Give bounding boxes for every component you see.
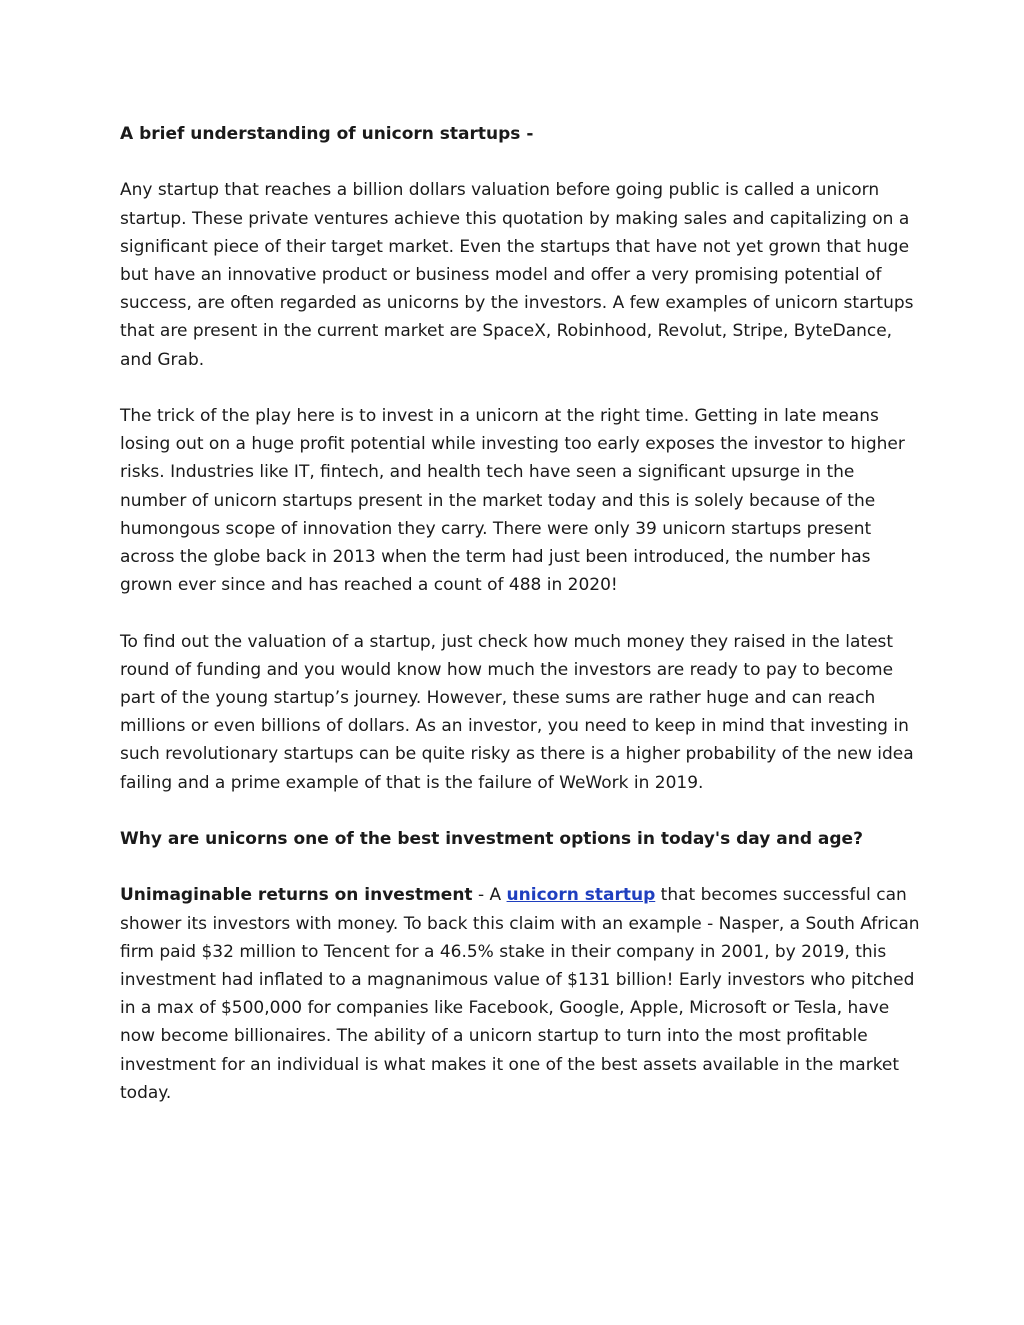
- section-heading-unicorn-startups: A brief understanding of unicorn startups -: [120, 124, 534, 144]
- section-heading-why-unicorns: Why are unicorns one of the best investment options in today's day and age?: [120, 829, 863, 850]
- paragraph-returns: [120, 881, 920, 1107]
- unicorn-startup-link[interactable]: unicorn startup: [506, 885, 656, 906]
- returns-lead-separator: - A: [472, 885, 507, 906]
- document-page: [120, 120, 920, 1107]
- paragraph-gap: [120, 853, 920, 881]
- paragraph-gap: [120, 797, 920, 825]
- paragraph-gap: [120, 374, 920, 402]
- paragraph-valuation: To find out the valuation of a startup, just check how much money they raised in the latest round of funding and you would know how much the investors are ready to pay to become part of the young startup’s journey. However, these sums are rather huge and can reach millions or even billions of dollars. As an investor, you need to keep in mind that investing in such revolutionary startups can be quite risky as there is a higher probability of the new idea failing and a prime example of that is the failure of WeWork in 2019.: [120, 631, 914, 793]
- paragraph-definition: Any startup that reaches a billion dollars valuation before going public is called a unicorn startup. These private ventures achieve this quotation by making sales and capitalizing on a significant piece of their target market. Even the startups that have not yet grown that huge but have an innovative product or business model and offer a very promising potential of success, are often regarded as unicorns by the investors. A few examples of unicorn startups that are present in the current market are SpaceX, Robinhood, Revolut, Stripe, ByteDance, and Grab.: [120, 180, 914, 370]
- paragraph-timing: The trick of the play here is to invest in a unicorn at the right time. Getting in late means losing out on a huge profit potential while investing too early exposes the investor to higher risks. Industries like IT, fintech, and health tech have seen a significant upsurge in the number of unicorn startups present in the market today and this is solely because of the humongous scope of innovation they carry. There were only 39 unicorn startups present across the globe back in 2013 when the term had just been introduced, the number has grown ever since and has reached a count of 488 in 2020!: [120, 406, 905, 596]
- paragraph-gap: [120, 599, 920, 627]
- returns-body-text: that becomes successful can shower its investors with money. To back this claim with an example - Nasper, a South African firm paid $32 million to Tencent for a 46.5% stake in their company in 2001, by 2019, this investment had inflated to a magnanimous value of $131 billion! Early investors who pitched in a max of $500,000 for companies like Facebook, Google, Apple, Microsoft or Tesla, have now become billionaires. The ability of a unicorn startup to turn into the most profitable investment for an individual is what makes it one of the best assets available in the market today.: [120, 885, 920, 1103]
- paragraph-gap: [120, 148, 920, 176]
- returns-lead-text: Unimaginable returns on investment: [120, 885, 473, 906]
